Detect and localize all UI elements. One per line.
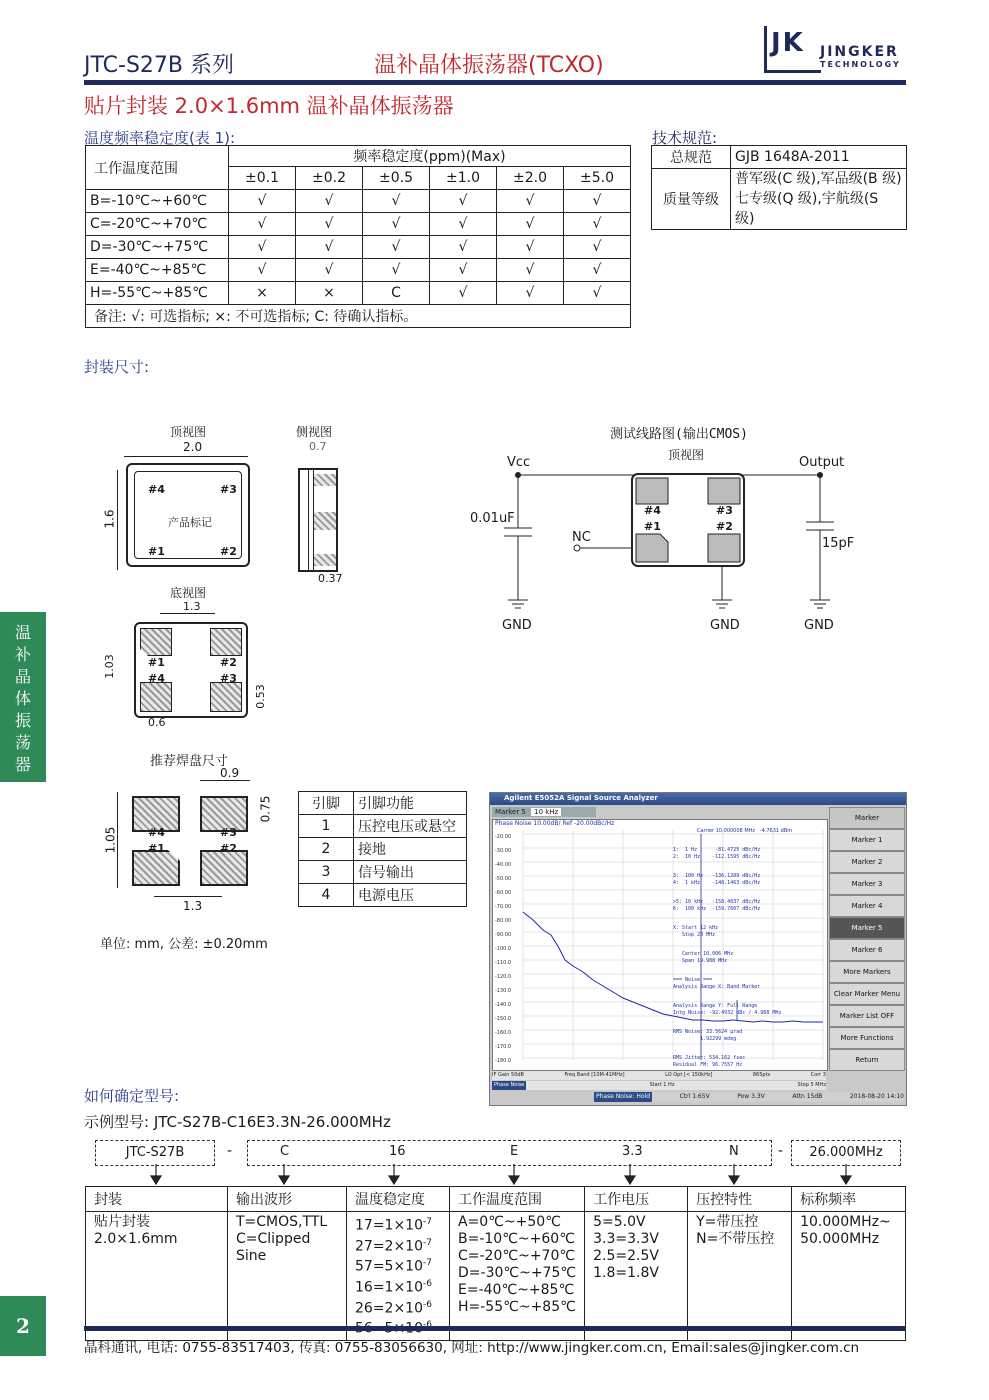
product-mark: 产品标记 <box>168 516 212 529</box>
order-value <box>355 1214 441 1235</box>
top-view-package <box>126 463 250 567</box>
order-value: 5=5.0V <box>593 1214 646 1230</box>
company-logo <box>764 26 909 76</box>
dim-bottom-height: 1.03 <box>102 654 116 679</box>
pin-label: #1 <box>644 520 661 533</box>
code-separator: - <box>227 1143 233 1159</box>
range-header: 工作温度范围 <box>86 146 229 190</box>
order-col-values <box>450 1212 585 1341</box>
quality-line: 普军级(C 级),军品级(B 级) <box>735 171 902 187</box>
y-tick: -30.00 <box>495 848 512 854</box>
pin-function: 压控电压或悬空 <box>354 815 467 838</box>
ordering-heading: 如何确定型号: <box>84 1087 180 1105</box>
table-note: 备注: √: 可选指标; ×: 不可选指标; C: 待确认指标。 <box>86 305 631 328</box>
side-tab-char: 振 <box>14 711 31 730</box>
status-bar-1 <box>492 1071 826 1080</box>
gnd-label: GND <box>502 618 532 633</box>
readout-line: 2: 10 Hz -112.1595 dBc/Hz <box>673 853 761 860</box>
menu-marker-4[interactable]: Marker 4 <box>829 895 905 917</box>
phase-noise-screenshot <box>489 792 907 1106</box>
table-row <box>299 838 467 861</box>
check-cell: √ <box>430 282 497 305</box>
vcc-label: Vcc <box>507 455 531 470</box>
readout-line: 4: 1 kHz -148.1463 dBc/Hz <box>673 879 761 886</box>
stability-code: 57=5×10 <box>355 1258 423 1275</box>
pin-label: #1 <box>148 842 165 855</box>
order-value: 3.3=3.3V <box>593 1231 659 1247</box>
pin-number: 3 <box>299 861 354 884</box>
status-item: Attn 15dB <box>792 1093 823 1100</box>
order-col-values <box>688 1212 792 1341</box>
land-pattern <box>128 792 248 888</box>
check-cell: √ <box>363 213 430 236</box>
check-cell: √ <box>564 213 631 236</box>
code-segment: 16 <box>389 1144 406 1159</box>
order-value <box>355 1297 441 1318</box>
pin-label: #4 <box>148 826 165 839</box>
pin-label: #3 <box>716 504 733 517</box>
status-item: Corr 3 <box>810 1072 826 1078</box>
status-item: Phase Noise <box>494 1082 525 1088</box>
output-label: Output <box>799 455 845 470</box>
order-col-head: 输出波形 <box>228 1187 347 1212</box>
readout-line: >5: 10 kHz -158.4037 dBc/Hz <box>673 899 761 905</box>
y-tick: -20.00 <box>495 834 512 840</box>
top-view-label: 顶视图 <box>170 425 207 439</box>
order-value: E=-40℃~+85℃ <box>458 1282 575 1298</box>
table-row <box>299 884 467 907</box>
dim-line <box>117 470 118 570</box>
check-cell: √ <box>564 236 631 259</box>
cap1-label: 0.01uF <box>470 511 515 526</box>
marker-tab: Marker 5 <box>495 808 526 816</box>
stability-code: 16=1×10 <box>355 1279 423 1296</box>
readout-line: === Noise === <box>673 977 713 983</box>
order-value: Y=带压控 <box>696 1214 759 1230</box>
y-tick: -40.00 <box>495 862 512 868</box>
quality-label: 质量等级 <box>652 169 731 230</box>
y-tick: -100.0 <box>495 946 512 952</box>
stability-table <box>85 145 631 328</box>
col-header: ±0.5 <box>363 167 430 190</box>
y-tick: -60.00 <box>495 890 512 896</box>
spec-heading: 技术规范: <box>652 129 718 147</box>
order-value: N=不带压控 <box>696 1231 775 1247</box>
order-value: D=-30℃~+75℃ <box>458 1265 577 1281</box>
order-value: A=0℃~+50℃ <box>458 1214 561 1230</box>
order-col-values <box>347 1212 450 1341</box>
menu-marker-5[interactable]: Marker 5 <box>829 917 905 939</box>
check-cell: √ <box>229 259 296 282</box>
range-cell: H=-55℃~+85℃ <box>86 282 229 305</box>
side-tab-char: 晶 <box>14 667 31 686</box>
nc-label: NC <box>572 530 591 545</box>
order-value: C=-20℃~+70℃ <box>458 1248 576 1264</box>
quality-line: 七专级(Q 级),宇航级(S 级) <box>735 191 879 227</box>
side-pad <box>314 554 336 566</box>
y-tick: -160.0 <box>495 1030 512 1036</box>
order-col-head: 工作温度范围 <box>450 1187 585 1212</box>
order-col-head: 封装 <box>86 1187 228 1212</box>
dim-land-pad-height: 0.75 <box>258 795 273 823</box>
y-tick: -50.00 <box>495 876 512 882</box>
series-title: JTC-S27B 系列 <box>84 53 234 78</box>
land-pad <box>132 850 180 886</box>
bottom-pad <box>210 682 242 712</box>
readout-line: Residual FM: 96.7557 Hz <box>673 1061 743 1068</box>
dim-height: 1.6 <box>102 509 117 529</box>
check-cell: √ <box>296 213 363 236</box>
stability-code: 27=2×10 <box>355 1238 423 1255</box>
ordering-table <box>85 1186 906 1341</box>
example-model: 示例型号: JTC-S27B-C16E3.3N-26.000MHz <box>84 1113 391 1131</box>
exponent: -6 <box>423 1278 432 1289</box>
dim-line <box>124 456 248 457</box>
side-tab-char: 器 <box>14 755 31 774</box>
check-cell: √ <box>363 259 430 282</box>
dim-land-pitch: 1.3 <box>183 899 203 913</box>
readout-line: 3: 100 Hz -136.1209 dBc/Hz <box>673 873 761 879</box>
footer-contact: 晶科通讯, 电话: 0755-83517403, 传真: 0755-83056630, 网址: http://www.jingker.com.cn, Email:sales@jingker.com.cn <box>84 1340 860 1356</box>
order-value: 2.0×1.6mm <box>94 1231 178 1247</box>
readout-line: 1.92299 mdeg <box>673 1035 737 1042</box>
check-cell: √ <box>564 282 631 305</box>
pin-label: #1 <box>148 656 165 669</box>
table-row <box>86 236 631 259</box>
check-cell: C <box>363 282 430 305</box>
pin-number: 1 <box>299 815 354 838</box>
status-item: 865pts <box>752 1072 771 1078</box>
check-cell: √ <box>229 236 296 259</box>
status-bar-2 <box>492 1081 826 1090</box>
carrier-readout: Carrier 10.000008 MHz -4.7631 dBm <box>697 828 793 834</box>
dim-bottom-width: 1.3 <box>183 600 201 613</box>
logo-name: JINGKER <box>820 44 899 60</box>
range-cell: E=-40℃~+85℃ <box>86 259 229 282</box>
bottom-view-label: 底视图 <box>170 586 207 600</box>
exponent: -6 <box>423 1299 432 1310</box>
bottom-view-package <box>134 622 248 718</box>
check-cell: √ <box>430 236 497 259</box>
pin-number: 2 <box>299 838 354 861</box>
order-value: 1.8=1.8V <box>593 1265 659 1281</box>
order-value: T=CMOS,TTL <box>236 1214 328 1230</box>
pin-label: #2 <box>220 656 237 669</box>
table-row <box>86 259 631 282</box>
code-separator: - <box>778 1143 784 1159</box>
col-header: ±0.1 <box>229 167 296 190</box>
order-value <box>355 1276 441 1297</box>
menu-clear-marker[interactable]: Clear Marker Menu <box>829 983 905 1005</box>
status-item: Phase Noise: Hold <box>596 1093 651 1100</box>
gnd-label: GND <box>710 618 740 633</box>
dim-line <box>200 780 250 781</box>
logo-mark: JK <box>764 26 821 73</box>
readout-line: 1: 1 Hz -81.4725 dBc/Hz <box>673 847 761 853</box>
general-value: GJB 1648A-2011 <box>731 146 907 169</box>
pin-table <box>298 791 467 907</box>
logo-subtitle: TECHNOLOGY <box>820 60 901 69</box>
order-value: 10.000MHz~ <box>800 1214 891 1230</box>
check-cell: √ <box>564 259 631 282</box>
side-tab-char: 体 <box>14 689 31 708</box>
side-pad <box>314 512 336 530</box>
dim-width: 2.0 <box>183 440 203 454</box>
status-item: IF Gain 50dB <box>492 1072 524 1078</box>
order-col-values <box>86 1212 228 1341</box>
pin-header: 引脚功能 <box>354 792 467 815</box>
check-cell: √ <box>296 190 363 213</box>
pin-label: #4 <box>644 504 661 517</box>
y-tick: -180.0 <box>495 1058 512 1064</box>
stability-heading: 温度频率稳定度(表 1): <box>84 129 236 147</box>
side-view-package <box>298 468 338 572</box>
check-cell: × <box>229 282 296 305</box>
dim-line <box>154 896 222 897</box>
check-cell: √ <box>296 236 363 259</box>
circuit-top-view: 顶视图 <box>668 448 705 462</box>
pin-label: #4 <box>148 672 165 685</box>
y-tick: -130.0 <box>495 988 512 994</box>
pin-label: #4 <box>148 483 165 496</box>
y-tick: -120.0 <box>495 974 512 980</box>
menu-return[interactable]: Return <box>829 1049 905 1071</box>
status-item: Stop 5 MHz <box>797 1082 826 1088</box>
marker-value: 10 kHz <box>531 808 561 816</box>
range-cell: D=-30℃~+75℃ <box>86 236 229 259</box>
code-segment: N <box>729 1144 739 1159</box>
check-cell: √ <box>430 190 497 213</box>
order-value: B=-10℃~+60℃ <box>458 1231 575 1247</box>
menu-marker-2[interactable]: Marker 2 <box>829 851 905 873</box>
status-bar-3 <box>594 1092 904 1102</box>
pin-header: 引脚 <box>299 792 354 815</box>
side-tab-char: 补 <box>14 645 31 664</box>
order-col-values <box>792 1212 906 1341</box>
stability-code: 26=2×10 <box>355 1300 423 1317</box>
check-cell: √ <box>296 259 363 282</box>
stability-code: 17=1×10 <box>355 1217 423 1234</box>
check-cell: √ <box>363 236 430 259</box>
readout-line: Analysis Range X: Band Marker <box>673 983 761 990</box>
dim-land-width: 0.9 <box>220 766 240 780</box>
page-title: 贴片封装 2.0×1.6mm 温补晶体振荡器 <box>84 94 454 118</box>
check-cell: √ <box>497 259 564 282</box>
y-tick-labels <box>495 830 519 1068</box>
y-tick: -140.0 <box>495 1002 512 1008</box>
freq-header: 频率稳定度(ppm)(Max) <box>229 146 631 167</box>
bottom-pad <box>210 628 242 656</box>
menu-marker-6[interactable]: Marker 6 <box>829 939 905 961</box>
circuit-title: 测试线路图(输出CMOS) <box>610 427 748 442</box>
readout-line: 6: 100 kHz -159.7607 dBc/Hz <box>673 905 761 912</box>
status-item: LO Opt [< 150kHz] <box>665 1072 713 1078</box>
pin-label: #1 <box>148 545 165 558</box>
check-cell: √ <box>430 213 497 236</box>
marker-entry <box>492 807 596 817</box>
order-value <box>355 1235 441 1256</box>
pin-function: 接地 <box>354 838 467 861</box>
side-category-tab <box>0 612 46 782</box>
pin-label: #2 <box>716 520 733 533</box>
check-cell: √ <box>229 213 296 236</box>
pin-label: #3 <box>220 672 237 685</box>
dim-land-height: 1.05 <box>103 826 118 854</box>
order-col-head: 标称频率 <box>792 1187 906 1212</box>
dim-side-bottom: 0.37 <box>318 572 343 585</box>
table-row <box>299 815 467 838</box>
check-cell: √ <box>229 190 296 213</box>
order-col-values <box>228 1212 347 1341</box>
code-segment: C <box>280 1144 290 1159</box>
side-tab-char: 荡 <box>14 733 31 752</box>
check-cell: √ <box>564 190 631 213</box>
bottom-pad <box>140 628 172 656</box>
range-cell: C=-20℃~+70℃ <box>86 213 229 236</box>
menu-marker-3[interactable]: Marker 3 <box>829 873 905 895</box>
readout-line: Analysis Range Y: Full Range <box>673 1003 758 1009</box>
order-col-values <box>585 1212 688 1341</box>
table-row <box>86 213 631 236</box>
status-item: Freq Band [10M-41MHz] <box>564 1072 625 1078</box>
y-tick: -70.00 <box>495 904 512 910</box>
header-rule <box>84 80 906 85</box>
side-view-label: 侧视图 <box>296 425 333 439</box>
col-header: ±5.0 <box>564 167 631 190</box>
land-title: 推荐焊盘尺寸 <box>150 754 229 769</box>
marker-readout <box>673 834 781 1081</box>
order-value: 50.000MHz <box>800 1231 880 1247</box>
code-box: 26.000MHz <box>791 1140 901 1166</box>
order-value: 2.5=2.5V <box>593 1248 659 1264</box>
y-tick: -170.0 <box>495 1044 512 1050</box>
readout-line: RMS Noise: 33.5624 µrad <box>673 1029 743 1035</box>
readout-line: Span 19.988 MHz <box>673 957 728 964</box>
land-pad <box>200 850 248 886</box>
col-header: ±2.0 <box>497 167 564 190</box>
check-cell: √ <box>363 190 430 213</box>
check-cell: √ <box>497 236 564 259</box>
status-item: 2018-08-20 14:10 <box>849 1093 904 1100</box>
col-header: ±0.2 <box>296 167 363 190</box>
exponent: -7 <box>423 1217 432 1227</box>
analyzer-title: Agilent E5052A Signal Source Analyzer <box>504 794 658 802</box>
quality-value <box>731 169 907 230</box>
menu-header: Marker <box>829 807 905 829</box>
spec-table <box>651 145 907 230</box>
exponent: -7 <box>423 1237 432 1248</box>
category-title: 温补晶体振荡器(TCXO) <box>374 53 604 78</box>
status-item: Ctrl 1.65V <box>679 1093 710 1100</box>
pin-number: 4 <box>299 884 354 907</box>
plot-area <box>492 819 828 1071</box>
check-cell: × <box>296 282 363 305</box>
side-pad <box>314 474 336 486</box>
page-number: 2 <box>0 1296 46 1356</box>
range-cell: B=-10℃~+60℃ <box>86 190 229 213</box>
menu-more-markers[interactable]: More Markers <box>829 961 905 983</box>
dim-line <box>117 792 118 888</box>
dim-bottom-pad-height: 0.53 <box>253 684 267 709</box>
order-value: H=-55℃~+85℃ <box>458 1299 576 1315</box>
pin-function: 电源电压 <box>354 884 467 907</box>
order-value: 贴片封装 <box>94 1214 150 1230</box>
readout-line: Intg Noise: -92.4932 dBc / 4.988 MHz <box>673 1009 782 1016</box>
package-heading: 封装尺寸: <box>84 358 150 376</box>
order-value <box>355 1255 441 1276</box>
y-tick: -80.00 <box>495 918 512 924</box>
readout-line: Center 10.006 MHz <box>673 951 734 957</box>
bottom-pad <box>140 682 172 712</box>
readout-line: X: Start 12 kHz <box>673 925 719 931</box>
menu-more-functions[interactable]: More Functions <box>829 1027 905 1049</box>
dim-bottom-pad-width: 0.6 <box>148 716 166 729</box>
dim-side-top: 0.7 <box>309 440 327 453</box>
col-header: ±1.0 <box>430 167 497 190</box>
pin-label: #3 <box>220 826 237 839</box>
pin-label: #3 <box>220 483 237 496</box>
general-label: 总规范 <box>652 146 731 169</box>
status-item: Start 1 Hz <box>649 1082 675 1088</box>
check-cell: √ <box>497 190 564 213</box>
check-cell: √ <box>497 282 564 305</box>
order-col-head: 温度稳定度 <box>347 1187 450 1212</box>
check-cell: √ <box>430 259 497 282</box>
menu-marker-1[interactable]: Marker 1 <box>829 829 905 851</box>
code-box: JTC-S27B <box>95 1140 215 1166</box>
gnd-label: GND <box>804 618 834 633</box>
pin-function: 信号输出 <box>354 861 467 884</box>
pin-label: #2 <box>220 545 237 558</box>
y-tick: -150.0 <box>495 1016 512 1022</box>
unit-note: 单位: mm, 公差: ±0.20mm <box>100 937 268 952</box>
side-tab-char: 温 <box>14 623 31 642</box>
status-item: Pow 3.3V <box>737 1093 765 1100</box>
trace-label: Phase Noise 10.00dB/ Ref -20.00dBc/Hz <box>495 820 615 827</box>
pin-label: #2 <box>220 842 237 855</box>
table-row <box>299 861 467 884</box>
code-segment: E <box>510 1144 519 1159</box>
y-tick: -90.00 <box>495 932 512 938</box>
dim-line <box>160 613 215 614</box>
order-col-head: 工作电压 <box>585 1187 688 1212</box>
order-value: C=Clipped Sine <box>236 1231 311 1264</box>
code-segment: 3.3 <box>622 1144 643 1159</box>
order-col-head: 压控特性 <box>688 1187 792 1212</box>
code-arrows <box>84 1164 906 1186</box>
footer-rule <box>84 1326 906 1331</box>
readout-line: RMS Jitter: 534.162 fsec <box>673 1055 746 1061</box>
menu-marker-list[interactable]: Marker List OFF <box>829 1005 905 1027</box>
exponent: -7 <box>423 1258 432 1269</box>
cap2-label: 15pF <box>822 536 855 551</box>
check-cell: √ <box>497 213 564 236</box>
y-tick: -110.0 <box>495 960 512 966</box>
table-row <box>86 282 631 305</box>
readout-line: Stop 20 MHz <box>673 931 716 938</box>
table-row <box>86 190 631 213</box>
